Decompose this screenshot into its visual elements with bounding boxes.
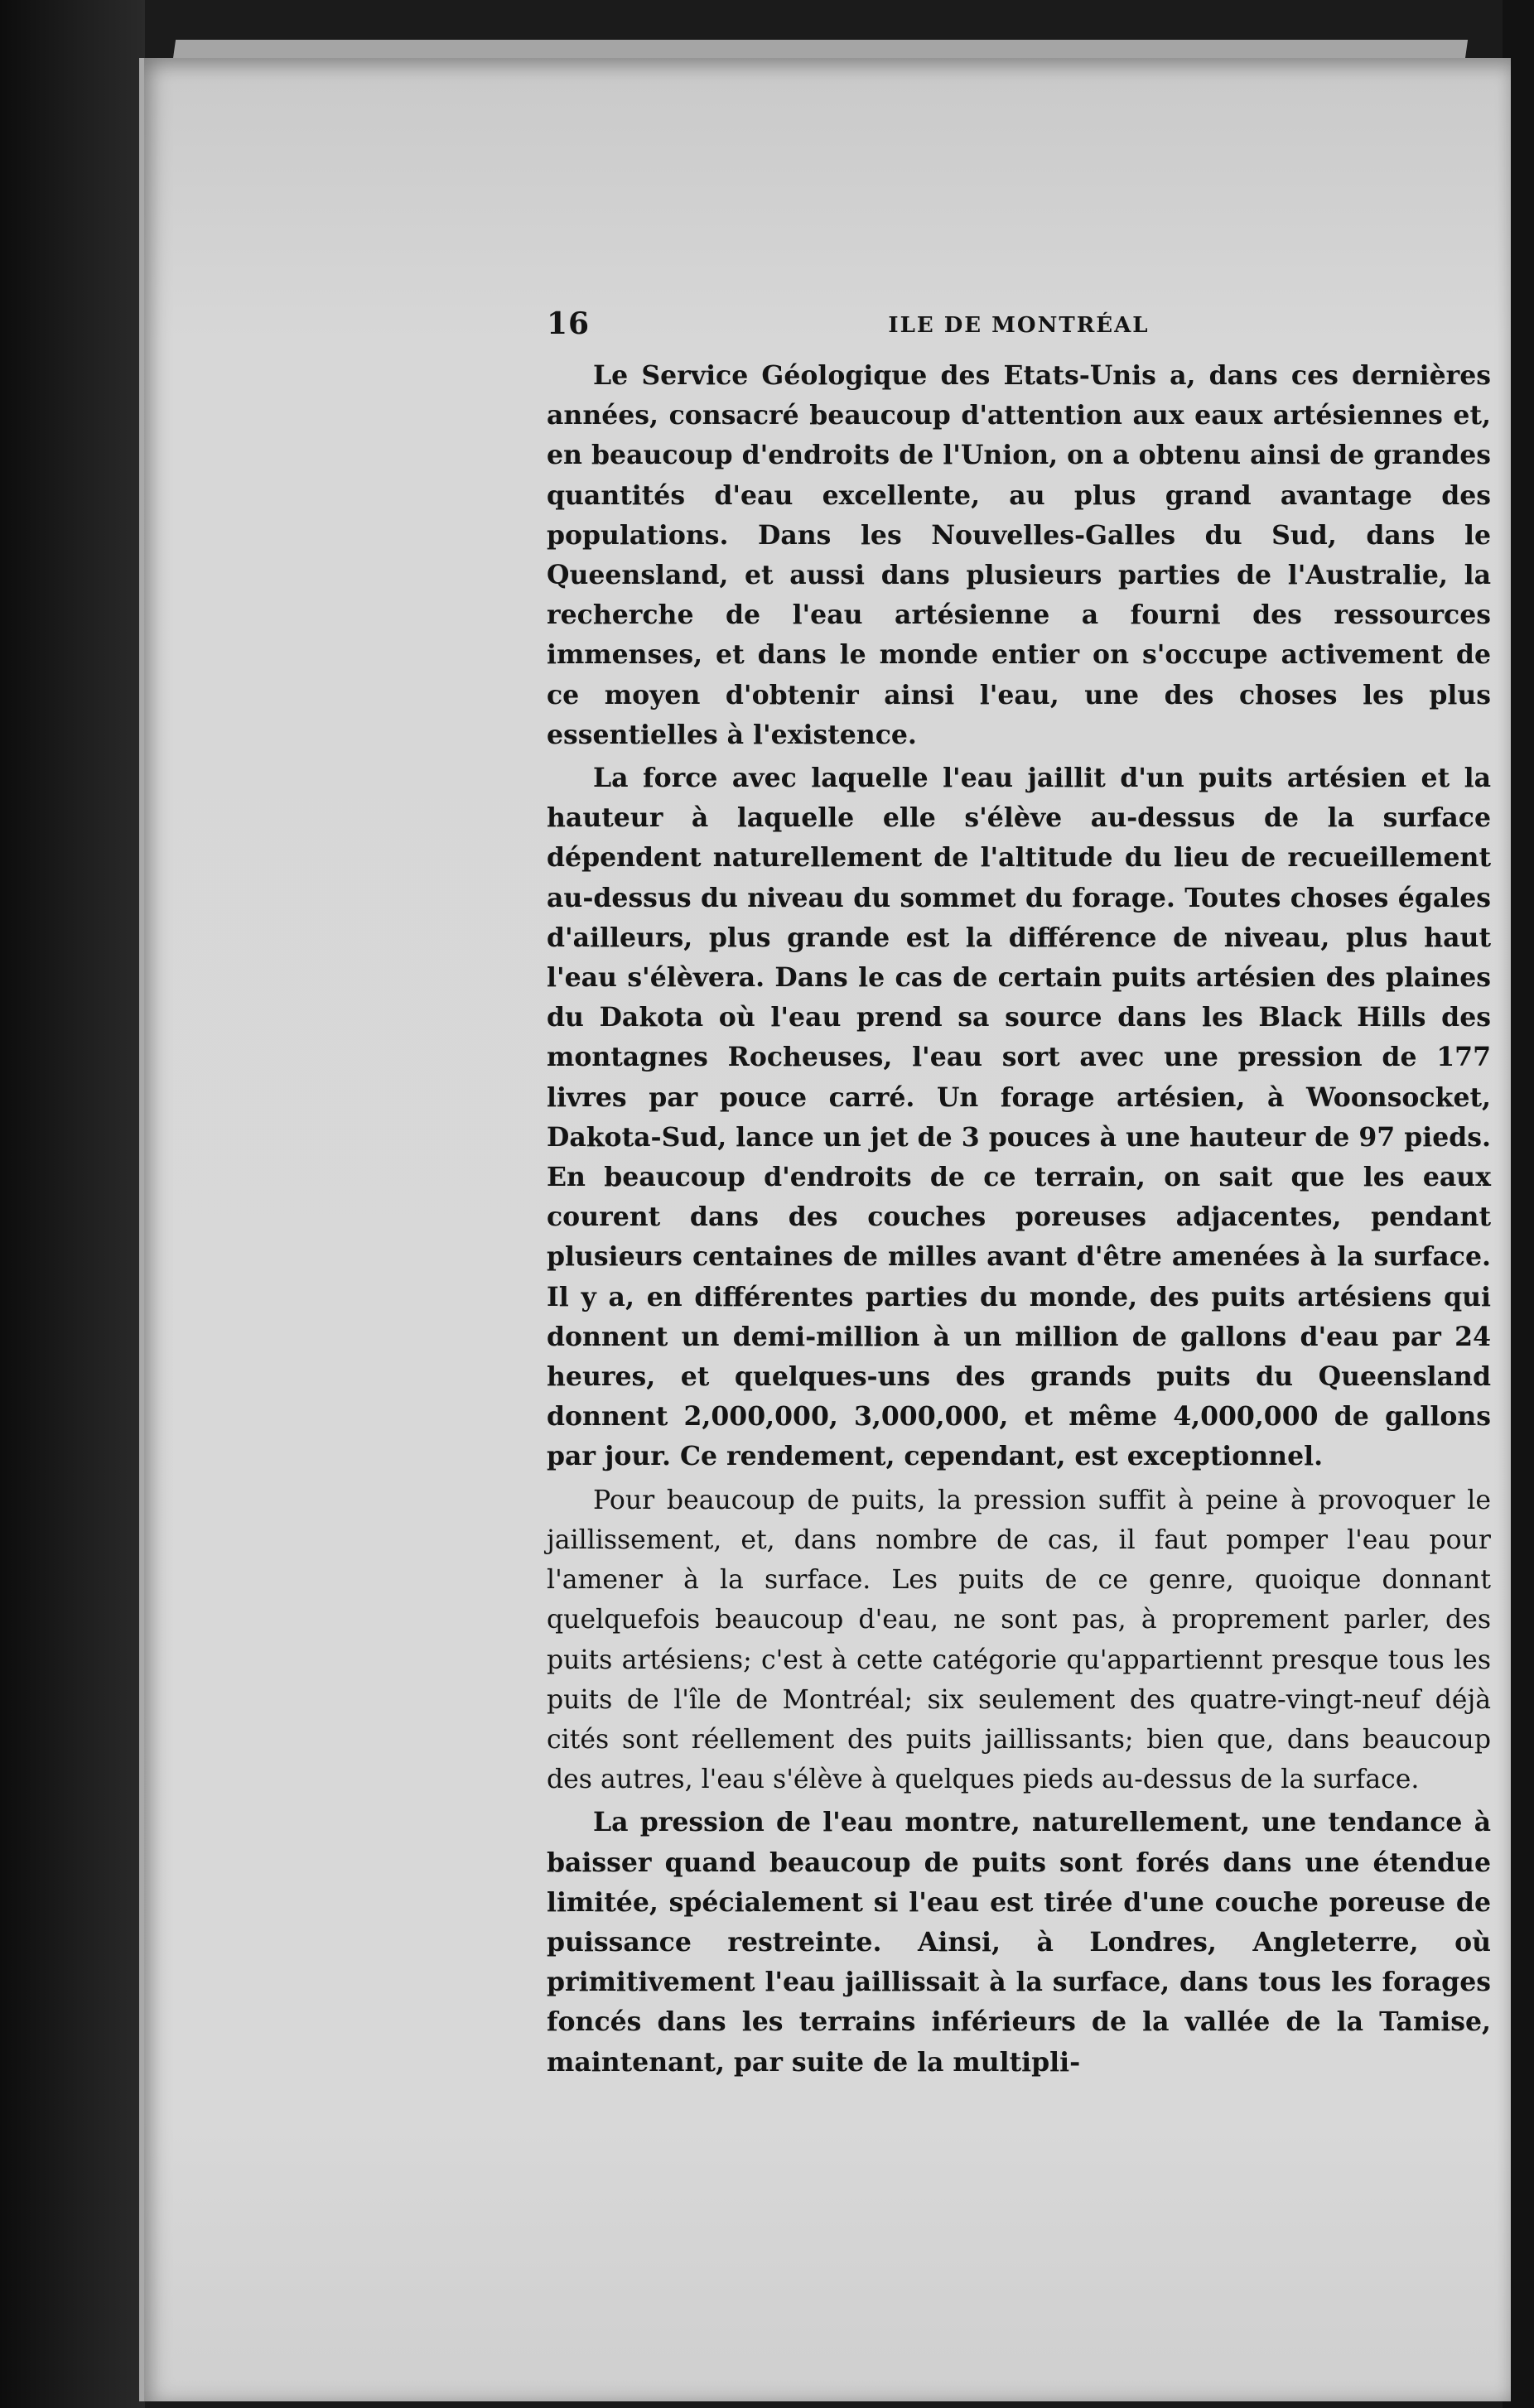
running-head: [547, 306, 1491, 356]
paragraph-4: La pression de l'eau montre, naturellement, une tendance à baisser quand beaucoup de puits sont forés dans une étendue limitée, spécialement si l'eau est tirée d'une couche poreuse de puissance restreinte. Ainsi, à Londres, Angleterre, où primitivement l'eau jaillissait à la surface, dans tous les forages foncés dans les terrains inférieurs de la vallée de la Tamise, maintenant, par suite de la multipli-: [547, 1807, 1491, 2078]
page-header-title: ILE DE MONTRÉAL: [888, 313, 1150, 338]
film-margin-left: [0, 0, 145, 2408]
paragraph-3: Pour beaucoup de puits, la pression suffit à peine à provoquer le jaillissement, et, dans nombre de cas, il faut pomper l'eau pour l'amener à la surface. Les puits de ce genre, quoique donnant quelquefois beaucoup d'eau, ne sont pas, à proprement parler, des puits artésiens; c'est à cette catégorie qu'appartiennt presque tous les puits de l'île de Montréal; six seulement des quatre-vingt-neuf déjà cités sont réellement des puits jaillissants; bien que, dans beaucoup des autres, l'eau s'élève à quelques pieds au-dessus de la surface.: [547, 1485, 1491, 1795]
paragraph-1: Le Service Géologique des Etats-Unis a, dans ces dernières années, consacré beaucoup d'attention aux eaux artésiennes et, en beaucoup d'endroits de l'Union, on a obtenu ainsi de grandes quantités d'eau excellente, au plus grand avantage des populations. Dans les Nouvelles-Galles du Sud, dans le Queensland, et aussi dans plusieurs parties de l'Australie, la recherche de l'eau artésienne a fourni des ressources immenses, et dans le monde entier on s'occupe activement de ce moyen d'obtenir ainsi l'eau, une des choses les plus essentielles à l'existence.: [547, 360, 1491, 750]
page-number: 16: [547, 306, 591, 341]
paragraph-2: La force avec laquelle l'eau jaillit d'un puits artésien et la hauteur à laquelle elle s'élève au-dessus de la surface dépendent naturellement de l'altitude du lieu de recueillement au-dessus du niveau du sommet du forage. Toutes choses égales d'ailleurs, plus grande est la différence de niveau, plus haut l'eau s'élèvera. Dans le cas de certain puits artésien des plaines du Dakota où l'eau prend sa source dans les Black Hills des montagnes Rocheuses, l'eau sort avec une pression de 177 livres par pouce carré. Un forage artésien, à Woonsocket, Dakota-Sud, lance un jet de 3 pouces à une hauteur de 97 pieds. En beaucoup d'endroits de ce terrain, on sait que les eaux courent dans des couches poreuses adjacentes, pendant plusieurs centaines de milles avant d'être amenées à la surface. Il y a, en différentes parties du monde, des puits artésiens qui donnent un demi-million à un million de gallons d'eau par 24 heures, et quelques-uns des grands puits du Queensland donnent 2,000,000, 3,000,000, et même 4,000,000 de gallons par jour. Ce rendement, cependant, est exceptionnel.: [547, 763, 1491, 1472]
text-block: [547, 306, 1491, 2083]
